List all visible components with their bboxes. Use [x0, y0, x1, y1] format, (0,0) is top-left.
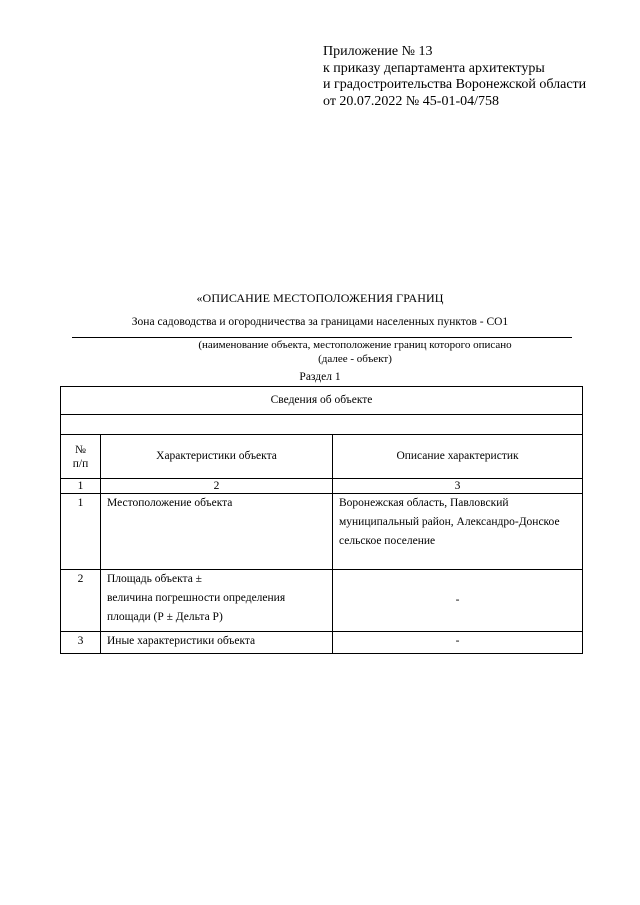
column-number-row: [61, 479, 583, 494]
column-number: 3: [333, 479, 583, 494]
table-caption-row: [61, 387, 583, 415]
appendix-line-2: к приказу департамента архитектуры: [323, 60, 545, 76]
appendix-line-1: Приложение № 13: [323, 44, 433, 59]
header-characteristics: Характеристики объекта: [101, 435, 333, 479]
row-description: -: [333, 570, 583, 632]
table-caption: Сведения об объекте: [61, 387, 583, 415]
note-line-2: (далее - объект): [318, 352, 392, 365]
header-num: № п/п: [61, 435, 101, 479]
object-name-note: [170, 339, 540, 366]
column-number: 1: [61, 479, 101, 494]
row-num: 2: [61, 570, 101, 632]
row-characteristic: Площадь объекта ± величина погрешности определения площади (Р ± Дельта Р): [101, 570, 333, 632]
document-title: «ОПИСАНИЕ МЕСТОПОЛОЖЕНИЯ ГРАНИЦ: [196, 291, 444, 305]
appendix-line-4: от 20.07.2022 № 45-01-04/758: [323, 93, 500, 109]
note-line-1: (наименование объекта, местоположение границ которого описано: [198, 339, 512, 351]
object-info-table: [60, 386, 583, 654]
table-blank-row: [61, 415, 583, 435]
row-characteristic: Иные характеристики объекта: [101, 632, 333, 654]
appendix-line-3: и градостроительства Воронежской области: [323, 77, 587, 92]
table-row: [61, 632, 583, 654]
row-description: Воронежская область, Павловский муниципальный район, Александро-Донское сельское поселение: [333, 494, 583, 570]
row-num: 3: [61, 632, 101, 654]
row-num: 1: [61, 494, 101, 570]
table-row: [61, 494, 583, 570]
header-description: Описание характеристик: [333, 435, 583, 479]
underline-divider: [72, 337, 572, 338]
object-name: Зона садоводства и огородничества за границами населенных пунктов - СО1: [131, 316, 509, 328]
row-description: -: [333, 632, 583, 654]
appendix-header: [323, 44, 586, 110]
table-row: [61, 570, 583, 632]
section-label: Раздел 1: [299, 371, 341, 383]
column-number: 2: [101, 479, 333, 494]
blank-cell: [61, 415, 583, 435]
row-characteristic: Местоположение объекта: [101, 494, 333, 570]
table-header-row: [61, 435, 583, 479]
